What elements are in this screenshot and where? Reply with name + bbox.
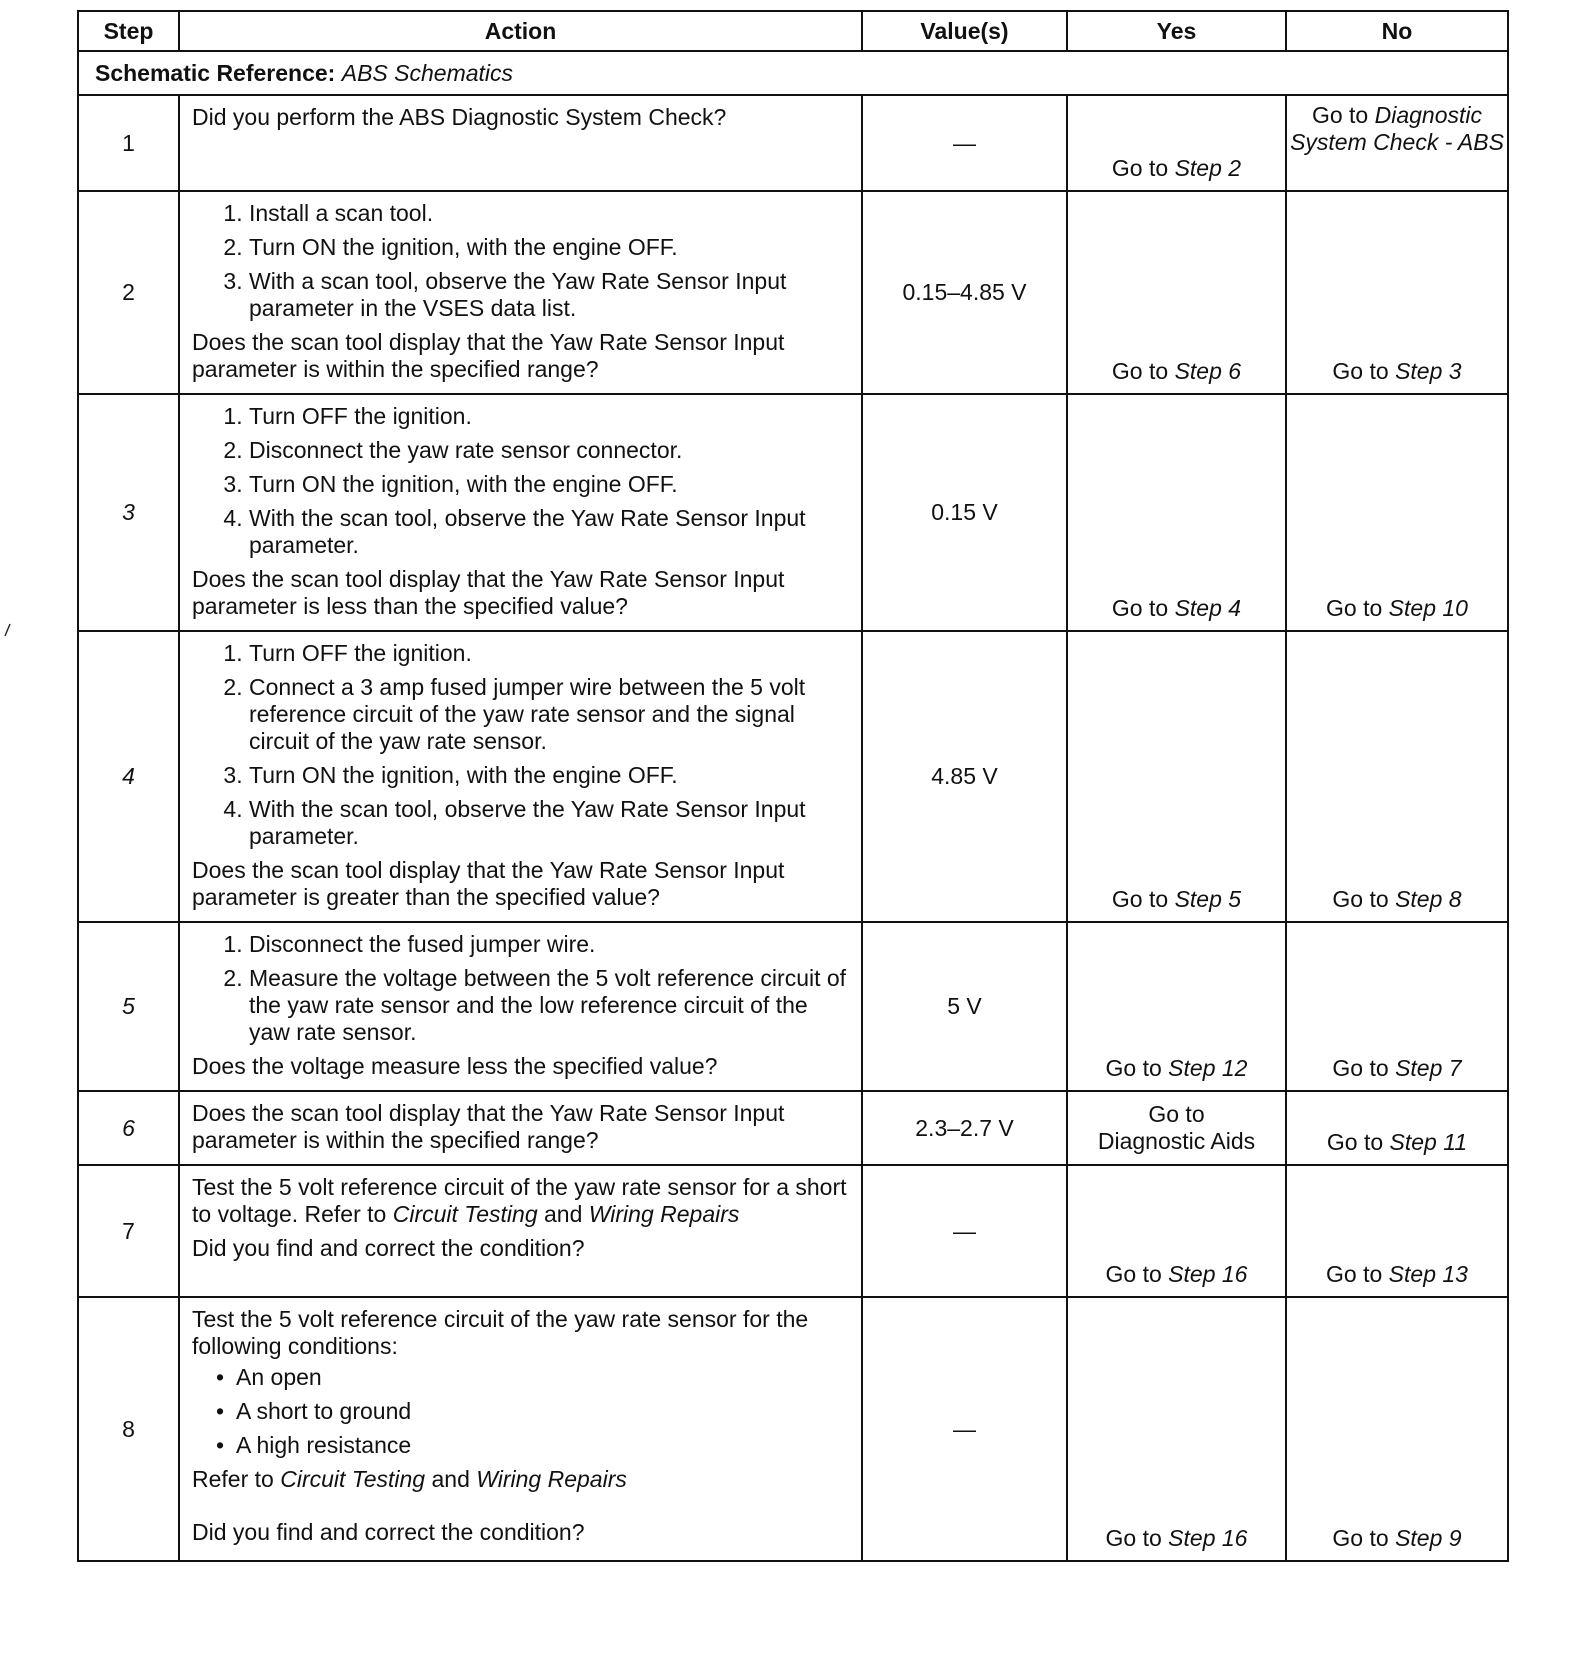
no-prefix: Go to xyxy=(1332,1525,1389,1551)
condition-item: • A short to ground xyxy=(236,1398,851,1425)
wiring-repairs-link[interactable]: Wiring Repairs xyxy=(476,1466,627,1492)
action-cell xyxy=(179,191,862,394)
table-row xyxy=(78,95,1508,191)
step-number: 5 xyxy=(78,922,179,1091)
yes-step-link[interactable]: Step 6 xyxy=(1174,358,1242,384)
refer-text xyxy=(192,1466,851,1493)
condition-list xyxy=(192,1364,851,1459)
no-step-link[interactable]: Step 8 xyxy=(1395,886,1462,912)
action-question: Does the scan tool display that the Yaw Rate Sensor Input parameter is within the specified range? xyxy=(192,1100,785,1153)
step-number: 7 xyxy=(78,1165,179,1297)
action-cell xyxy=(179,1165,862,1297)
value-cell: 0.15 V xyxy=(862,394,1067,631)
action-question: Does the scan tool display that the Yaw Rate Sensor Input parameter is less than the specified value? xyxy=(192,566,785,619)
no-cell xyxy=(1286,394,1508,631)
action-step: 3. Turn ON the ignition, with the engine OFF. xyxy=(249,762,851,789)
action-question: Did you find and correct the condition? xyxy=(192,1519,585,1545)
header-yes: Yes xyxy=(1067,11,1286,51)
value-cell: — xyxy=(862,1165,1067,1297)
no-step-link[interactable]: Step 9 xyxy=(1395,1525,1462,1551)
yes-prefix: Go to xyxy=(1105,1525,1162,1551)
table-row xyxy=(78,191,1508,394)
schematic-reference-label: Schematic Reference: xyxy=(95,59,336,86)
action-cell xyxy=(179,394,862,631)
step-number: 3 xyxy=(78,394,179,631)
scan-edge-mark xyxy=(2,622,12,638)
action-text-intro: Test the 5 volt reference circuit of the yaw rate sensor for a short to voltage. Refer to xyxy=(192,1174,847,1227)
yes-cell xyxy=(1067,631,1286,922)
schematic-reference-link[interactable]: ABS Schematics xyxy=(341,59,514,86)
action-text xyxy=(192,1174,851,1228)
no-prefix: Go to xyxy=(1332,358,1389,384)
action-question: Did you perform the ABS Diagnostic System Check? xyxy=(192,104,727,130)
no-prefix: Go to xyxy=(1326,1129,1384,1155)
action-step: 2. Turn ON the ignition, with the engine OFF. xyxy=(249,234,851,261)
yes-cell xyxy=(1067,1165,1286,1297)
yes-prefix: Go to xyxy=(1148,1101,1205,1127)
yes-cell xyxy=(1067,95,1286,191)
action-step: 2. Measure the voltage between the 5 volt reference circuit of the yaw rate sensor and the low reference circuit of the yaw rate sensor. xyxy=(249,965,851,1046)
value-cell: 2.3–2.7 V xyxy=(862,1091,1067,1165)
action-steps xyxy=(192,403,851,559)
no-prefix: Go to xyxy=(1326,1261,1383,1287)
action-question: Does the scan tool display that the Yaw Rate Sensor Input parameter is greater than the specified value? xyxy=(192,857,785,910)
circuit-testing-link[interactable]: Circuit Testing xyxy=(392,1201,538,1227)
yes-step-link[interactable]: Step 5 xyxy=(1174,886,1242,912)
value-cell: 0.15–4.85 V xyxy=(862,191,1067,394)
table-row xyxy=(78,922,1508,1091)
condition-item: • A high resistance xyxy=(236,1432,851,1459)
yes-prefix: Go to xyxy=(1111,358,1169,384)
yes-step-link[interactable]: Step 2 xyxy=(1174,155,1242,181)
and-text: and xyxy=(431,1466,470,1492)
table-row xyxy=(78,1091,1508,1165)
yes-prefix: Go to xyxy=(1105,1261,1162,1287)
action-question: Did you find and correct the condition? xyxy=(192,1235,585,1261)
yes-cell xyxy=(1067,191,1286,394)
table-row xyxy=(78,1297,1508,1561)
yes-prefix: Go to xyxy=(1111,155,1169,181)
action-cell xyxy=(179,631,862,922)
step-number: 1 xyxy=(78,95,179,191)
circuit-testing-link[interactable]: Circuit Testing xyxy=(280,1466,426,1492)
no-prefix: Go to xyxy=(1326,595,1383,621)
no-step-link[interactable]: Step 7 xyxy=(1395,1055,1462,1081)
table-row xyxy=(78,394,1508,631)
action-intro: Test the 5 volt reference circuit of the yaw rate sensor for the following conditions: xyxy=(192,1306,809,1359)
yes-cell xyxy=(1067,1091,1286,1165)
step-number: 8 xyxy=(78,1297,179,1561)
no-step-link[interactable]: Step 3 xyxy=(1395,358,1462,384)
no-cell xyxy=(1286,922,1508,1091)
no-cell xyxy=(1286,1091,1508,1165)
header-no: No xyxy=(1286,11,1508,51)
yes-cell xyxy=(1067,922,1286,1091)
yes-step-link[interactable]: Step 4 xyxy=(1174,595,1242,621)
no-step-link[interactable]: Step 13 xyxy=(1388,1261,1468,1287)
condition-item: • An open xyxy=(236,1364,851,1391)
yes-step-link[interactable]: Step 16 xyxy=(1168,1525,1248,1551)
no-cell xyxy=(1286,1297,1508,1561)
schematic-reference-row xyxy=(78,51,1508,95)
spacer xyxy=(192,1493,851,1519)
action-steps xyxy=(192,931,851,1046)
action-cell xyxy=(179,1091,862,1165)
action-step: 1. Turn OFF the ignition. xyxy=(249,403,851,430)
diagnostic-table xyxy=(77,10,1509,1562)
action-cell xyxy=(179,922,862,1091)
step-number: 4 xyxy=(78,631,179,922)
and-text: and xyxy=(544,1201,583,1227)
action-step: 4. With the scan tool, observe the Yaw Rate Sensor Input parameter. xyxy=(249,505,851,559)
header-step: Step xyxy=(78,11,179,51)
action-cell xyxy=(179,1297,862,1561)
no-prefix: Go to xyxy=(1332,1055,1389,1081)
header-action: Action xyxy=(179,11,862,51)
table-row xyxy=(78,631,1508,922)
action-step: 2. Disconnect the yaw rate sensor connector. xyxy=(249,437,851,464)
action-step: 1. Turn OFF the ignition. xyxy=(249,640,851,667)
action-step: 1. Install a scan tool. xyxy=(249,200,851,227)
header-row xyxy=(78,11,1508,51)
value-cell: — xyxy=(862,1297,1067,1561)
step-number: 2 xyxy=(78,191,179,394)
yes-cell xyxy=(1067,394,1286,631)
action-step: 2. Connect a 3 amp fused jumper wire between the 5 volt reference circuit of the yaw rate sensor and the signal circuit of the yaw rate sensor. xyxy=(249,674,851,755)
value-cell: — xyxy=(862,95,1067,191)
action-question: Does the voltage measure less the specified value? xyxy=(192,1053,718,1079)
no-cell xyxy=(1286,631,1508,922)
no-step-link[interactable]: Diagnostic System Check - ABS xyxy=(1290,102,1504,155)
action-cell xyxy=(179,95,862,191)
schematic-reference xyxy=(78,51,1508,95)
no-cell xyxy=(1286,95,1508,191)
no-step-link[interactable]: Step 10 xyxy=(1388,595,1468,621)
wiring-repairs-link[interactable]: Wiring Repairs xyxy=(588,1201,740,1227)
value-cell: 5 V xyxy=(862,922,1067,1091)
table-row xyxy=(78,1165,1508,1297)
no-cell xyxy=(1286,191,1508,394)
diagnostic-aids-link[interactable]: Diagnostic Aids xyxy=(1097,1128,1256,1154)
refer-prefix: Refer to xyxy=(192,1466,274,1492)
action-step: 3. Turn ON the ignition, with the engine OFF. xyxy=(249,471,851,498)
yes-prefix: Go to xyxy=(1111,886,1169,912)
yes-step-link[interactable]: Step 16 xyxy=(1168,1261,1248,1287)
yes-prefix: Go to xyxy=(1111,595,1169,621)
action-steps xyxy=(192,640,851,850)
no-cell xyxy=(1286,1165,1508,1297)
action-steps xyxy=(192,200,851,322)
value-cell: 4.85 V xyxy=(862,631,1067,922)
action-step: 1. Disconnect the fused jumper wire. xyxy=(249,931,851,958)
no-prefix: Go to xyxy=(1332,886,1389,912)
action-step: 3. With a scan tool, observe the Yaw Rate Sensor Input parameter in the VSES data list. xyxy=(249,268,851,322)
action-step: 4. With the scan tool, observe the Yaw Rate Sensor Input parameter. xyxy=(249,796,851,850)
step-number: 6 xyxy=(78,1091,179,1165)
yes-step-link[interactable]: Step 12 xyxy=(1168,1055,1248,1081)
yes-cell xyxy=(1067,1297,1286,1561)
no-step-link[interactable]: Step 11 xyxy=(1389,1129,1468,1155)
no-prefix: Go to xyxy=(1311,102,1369,128)
header-values: Value(s) xyxy=(862,11,1067,51)
action-question: Does the scan tool display that the Yaw Rate Sensor Input parameter is within the specified range? xyxy=(192,329,785,382)
yes-prefix: Go to xyxy=(1105,1055,1162,1081)
